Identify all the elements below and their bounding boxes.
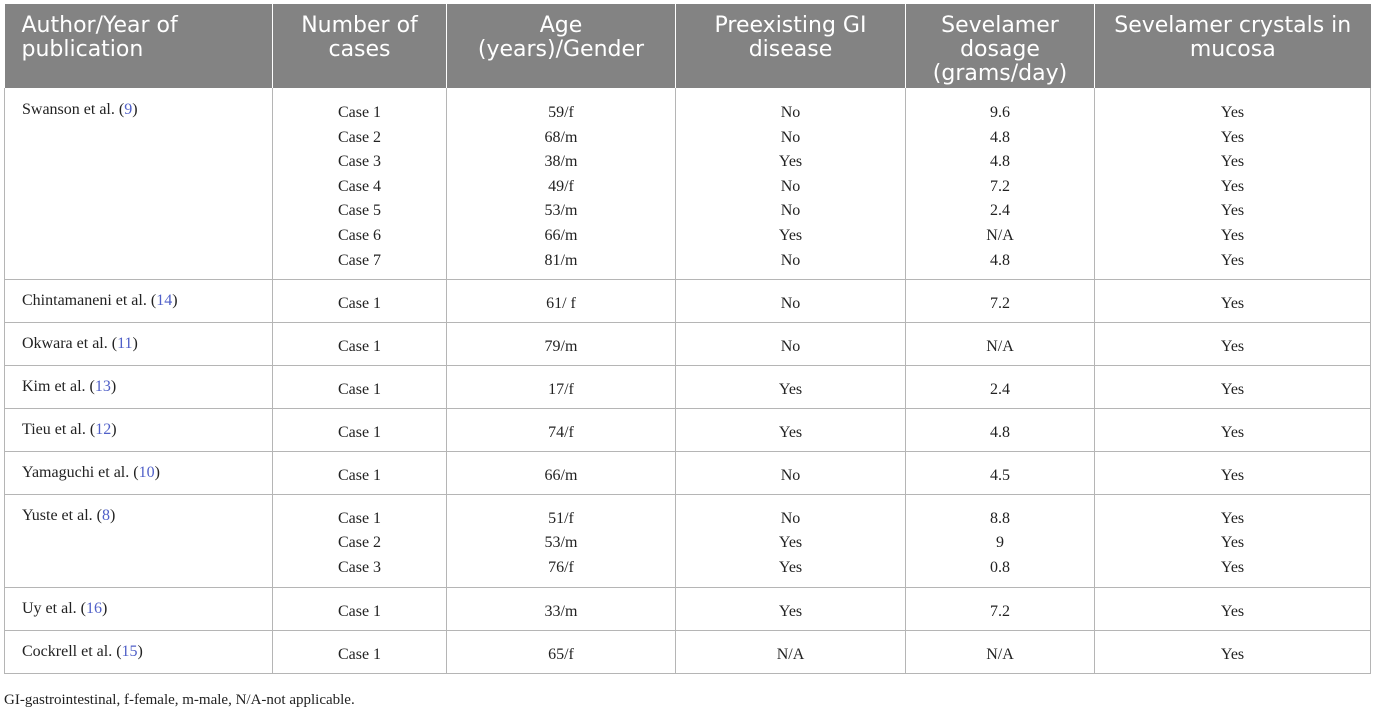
cell-value: 79/m — [544, 337, 578, 355]
cell-value: Yes — [1220, 202, 1245, 220]
cell-value: 38/m — [544, 153, 578, 171]
dosage-cell — [906, 494, 1095, 587]
author-cell — [5, 88, 273, 279]
reference-link[interactable]: 14 — [156, 291, 173, 309]
reference-link[interactable]: 9 — [124, 101, 133, 118]
cell-value: Case 1 — [337, 104, 382, 121]
cell-value: Case 1 — [337, 337, 382, 355]
author-name: Chintamaneni et al. ( — [22, 291, 157, 309]
cell-value: Case 1 — [337, 602, 382, 620]
crystals-cell — [1095, 365, 1371, 408]
cell-value: N/A — [986, 337, 1014, 355]
author-name: Cockrell et al. ( — [22, 642, 122, 660]
reference-link[interactable]: 15 — [121, 642, 138, 660]
crystals-cell — [1095, 494, 1371, 587]
reference-link[interactable]: 10 — [138, 463, 155, 481]
cell-value: Case 2 — [337, 128, 382, 146]
cell-value: Case 7 — [337, 251, 382, 269]
age-gender-cell — [447, 408, 676, 451]
cell-value: 4.8 — [990, 128, 1010, 146]
cell-value: Case 1 — [337, 466, 382, 484]
dosage-cell — [906, 365, 1095, 408]
cell-value: Yes — [778, 423, 803, 441]
cell-value: No — [780, 294, 801, 312]
age-gender-cell — [447, 88, 676, 279]
cases-cell — [273, 365, 447, 408]
cell-value: 81/m — [544, 251, 578, 269]
cell-value: 66/m — [544, 226, 578, 244]
cell-value: Yes — [1220, 423, 1245, 441]
cell-value: Case 6 — [337, 226, 382, 244]
author-name: Yamaguchi et al. ( — [22, 463, 139, 481]
author-name: Swanson et al. ( — [22, 101, 125, 118]
header-line: Author/Year of — [21, 13, 178, 38]
header-line: disease — [748, 37, 833, 62]
cases-cell — [273, 88, 447, 279]
cell-value: No — [780, 337, 801, 355]
gi-disease-cell — [676, 365, 906, 408]
gi-disease-cell — [676, 494, 906, 587]
cell-value: 53/m — [544, 534, 578, 552]
cell-value: 8.8 — [990, 509, 1010, 527]
cell-value: 61/ f — [546, 294, 576, 312]
cell-value: N/A — [986, 226, 1014, 244]
reference-link[interactable]: 13 — [94, 377, 111, 395]
cases-cell — [273, 630, 447, 673]
header-line: mucosa — [1189, 37, 1276, 62]
cell-value: No — [780, 509, 801, 527]
header-row — [5, 4, 1371, 88]
author-name: Uy et al. ( — [22, 599, 86, 617]
cell-value: 66/m — [544, 466, 578, 484]
header-line: Preexisting GI — [714, 13, 867, 38]
author-cell — [5, 587, 273, 630]
cell-value: No — [780, 202, 801, 220]
cell-value: Yes — [778, 226, 803, 244]
cell-value: 7.2 — [990, 294, 1010, 312]
header-line: (years)/Gender — [477, 37, 645, 62]
author-cell — [5, 408, 273, 451]
cases-cell — [273, 494, 447, 587]
cell-value: 51/f — [548, 509, 574, 527]
cell-value: Yes — [778, 153, 803, 171]
crystals-cell — [1095, 587, 1371, 630]
author-cell — [5, 451, 273, 494]
cell-value: 4.8 — [990, 153, 1010, 171]
header-line: cases — [328, 37, 391, 62]
table-row — [5, 630, 1371, 673]
header-line: publication — [21, 37, 144, 62]
reference-close: ) — [132, 101, 138, 118]
author-cell — [5, 365, 273, 408]
cases-header — [273, 4, 447, 88]
author-name: Okwara et al. ( — [22, 334, 118, 352]
cell-value: Case 1 — [337, 645, 382, 663]
cell-value: 2.4 — [990, 380, 1010, 398]
cell-value: No — [780, 466, 801, 484]
cases-cell — [273, 322, 447, 365]
cell-value: Yes — [1220, 153, 1245, 171]
dosage-cell — [906, 88, 1095, 279]
reference-link[interactable]: 12 — [95, 420, 112, 438]
cell-value: Case 1 — [337, 294, 382, 312]
header-line: Number of — [301, 13, 418, 38]
cell-value: 7.2 — [990, 177, 1010, 195]
age-gender-cell — [447, 451, 676, 494]
cell-value: Case 4 — [337, 177, 382, 195]
cases-cell — [273, 408, 447, 451]
table-row — [5, 322, 1371, 365]
cases-cell — [273, 587, 447, 630]
dosage-cell — [906, 451, 1095, 494]
cell-value: 9 — [996, 534, 1004, 552]
cell-value: Yes — [1220, 558, 1245, 576]
dosage-cell — [906, 587, 1095, 630]
sevelamer-cases-table — [4, 4, 1371, 674]
cell-value: Yes — [1220, 466, 1245, 484]
crystals-cell — [1095, 630, 1371, 673]
header-line: Sevelamer — [941, 13, 1059, 38]
reference-close: ) — [172, 291, 178, 309]
age-gender-cell — [447, 365, 676, 408]
table-row — [5, 365, 1371, 408]
cell-value: 4.5 — [990, 466, 1010, 484]
cell-value: Case 1 — [337, 509, 382, 527]
reference-close: ) — [111, 420, 117, 438]
author-name: Tieu et al. ( — [22, 420, 96, 438]
table-row — [5, 494, 1371, 587]
age-gender-cell — [447, 279, 676, 322]
cell-value: 4.8 — [990, 251, 1010, 269]
reference-close: ) — [132, 334, 138, 352]
cell-value: N/A — [776, 645, 805, 663]
cell-value: 33/m — [544, 602, 578, 620]
dosage-cell — [906, 408, 1095, 451]
cell-value: 0.8 — [990, 558, 1010, 576]
reference-close: ) — [109, 506, 116, 524]
gi-disease-cell — [676, 630, 906, 673]
cell-value: 4.8 — [990, 423, 1010, 441]
gi-disease-cell — [676, 88, 906, 279]
cell-value: Yes — [1220, 380, 1245, 398]
header-line: Sevelamer crystals in — [1114, 13, 1352, 38]
cell-value: Case 3 — [337, 558, 382, 576]
reference-close: ) — [101, 599, 108, 617]
cell-value: Yes — [1220, 294, 1245, 312]
age-gender-cell — [447, 322, 676, 365]
cell-value: Yes — [1220, 226, 1245, 244]
gi-disease-header — [676, 4, 906, 88]
author-cell — [5, 494, 273, 587]
cell-value: 68/m — [544, 128, 578, 146]
reference-link[interactable]: 11 — [117, 334, 133, 352]
table-row — [5, 408, 1371, 451]
gi-disease-cell — [676, 322, 906, 365]
author-cell — [5, 630, 273, 673]
age-gender-header — [447, 4, 676, 88]
table-header — [5, 4, 1371, 88]
age-gender-cell — [447, 494, 676, 587]
cases-cell — [273, 279, 447, 322]
author-header — [5, 4, 273, 88]
cell-value: Case 5 — [337, 202, 382, 220]
dosage-cell — [906, 630, 1095, 673]
cell-value: 59/f — [548, 104, 574, 121]
header-line: Age — [539, 13, 583, 38]
reference-link[interactable]: 16 — [85, 599, 102, 617]
dosage-cell — [906, 279, 1095, 322]
cell-value: Yes — [778, 558, 803, 576]
table-row — [5, 587, 1371, 630]
crystals-cell — [1095, 451, 1371, 494]
crystals-cell — [1095, 408, 1371, 451]
age-gender-cell — [447, 587, 676, 630]
table-footnote: GI-gastrointestinal, f-female, m-male, N/A-not applicable. — [4, 692, 355, 708]
cell-value: No — [780, 251, 801, 269]
cell-value: 7.2 — [990, 602, 1010, 620]
author-name: Yuste et al. ( — [22, 506, 102, 524]
gi-disease-cell — [676, 279, 906, 322]
cell-value: Yes — [1220, 128, 1245, 146]
cell-value: 53/m — [544, 202, 578, 220]
dosage-header — [906, 4, 1095, 88]
reference-link[interactable]: 8 — [101, 506, 110, 524]
dosage-cell — [906, 322, 1095, 365]
table-row — [5, 451, 1371, 494]
cell-value: Case 2 — [337, 534, 382, 552]
gi-disease-cell — [676, 451, 906, 494]
cell-value: Yes — [1220, 509, 1245, 527]
table-body — [5, 88, 1371, 673]
cell-value: No — [780, 177, 801, 195]
author-name: Kim et al. ( — [22, 377, 95, 395]
author-cell — [5, 322, 273, 365]
gi-disease-cell — [676, 408, 906, 451]
crystals-cell — [1095, 88, 1371, 279]
cell-value: Yes — [1220, 104, 1245, 121]
cell-value: Yes — [1220, 602, 1245, 620]
cell-value: 65/f — [548, 645, 574, 663]
cell-value: 49/f — [548, 177, 574, 195]
reference-close: ) — [110, 377, 117, 395]
cell-value: Yes — [1220, 251, 1245, 269]
crystals-header — [1095, 4, 1371, 88]
gi-disease-cell — [676, 587, 906, 630]
cases-cell — [273, 451, 447, 494]
cell-value: Yes — [778, 602, 803, 620]
author-cell — [5, 279, 273, 322]
cell-value: No — [780, 128, 801, 146]
cell-value: 17/f — [548, 380, 574, 398]
cell-value: Yes — [1220, 177, 1245, 195]
cell-value: Yes — [778, 380, 803, 398]
cell-value: Yes — [1220, 645, 1245, 663]
header-line: (grams/day) — [932, 61, 1068, 86]
crystals-cell — [1095, 322, 1371, 365]
cell-value: Yes — [778, 534, 803, 552]
cell-value: Case 1 — [337, 423, 382, 441]
cell-value: No — [780, 104, 801, 121]
reference-close: ) — [137, 642, 143, 660]
table-row — [5, 88, 1371, 279]
age-gender-cell — [447, 630, 676, 673]
cell-value: 74/f — [548, 423, 574, 441]
cell-value: 9.6 — [990, 104, 1010, 121]
cell-value: Case 3 — [337, 153, 382, 171]
header-line: dosage — [960, 37, 1040, 62]
reference-close: ) — [154, 463, 160, 481]
cell-value: N/A — [986, 645, 1014, 663]
cell-value: Yes — [1220, 534, 1245, 552]
crystals-cell — [1095, 279, 1371, 322]
cell-value: Yes — [1220, 337, 1245, 355]
table-row — [5, 279, 1371, 322]
cell-value: Case 1 — [337, 380, 382, 398]
cell-value: 76/f — [548, 558, 574, 576]
cell-value: 2.4 — [990, 202, 1010, 220]
